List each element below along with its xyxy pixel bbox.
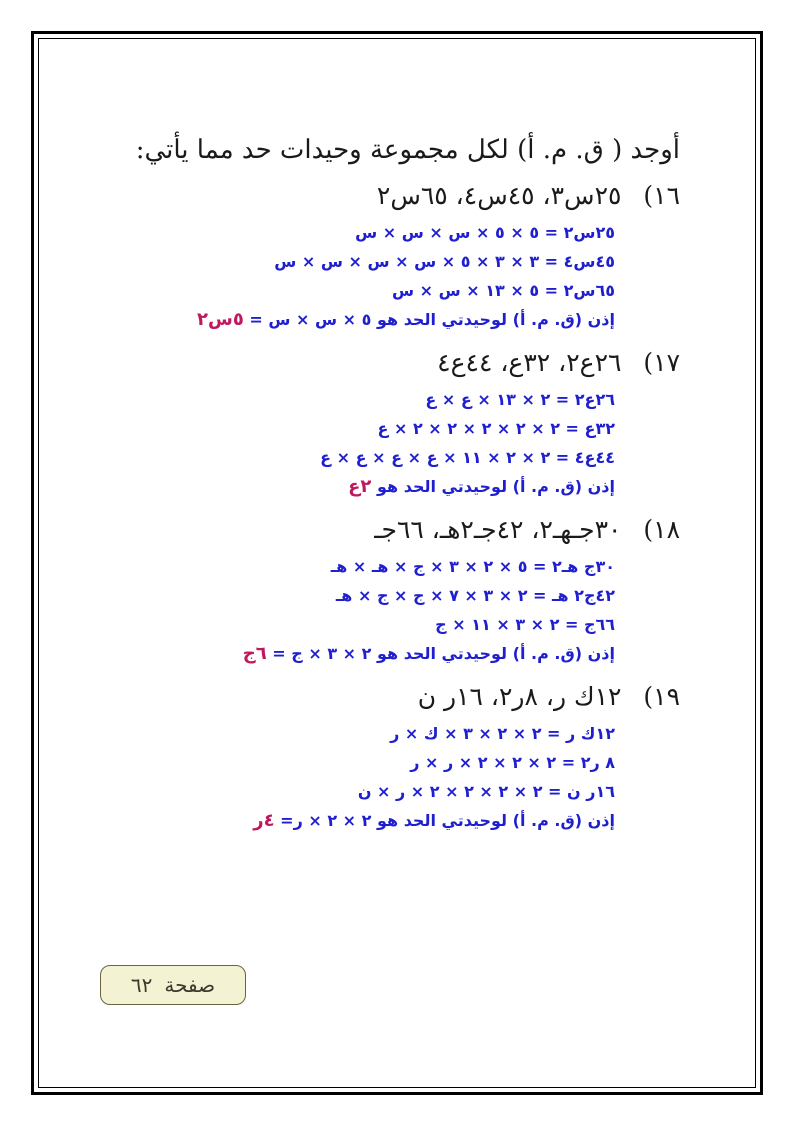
gcf-answer: ٤ر (253, 810, 275, 831)
page-word: صفحة (164, 973, 216, 997)
factorization-step: ١٢ك ر = ٢ × ٢ × ٣ × ك × ر (390, 724, 615, 743)
factorization-step: ٣٢ع = ٢ × ٢ × ٢ × ٢ × ٢ × ع (377, 419, 615, 438)
factorization-step: ٤٤ع٤ = ٢ × ٢ × ١١ × ع × ع × ع × ع (320, 448, 615, 467)
factorization-step: ٨ ر٢ = ٢ × ٢ × ٢ × ر × ر (410, 753, 615, 772)
problem-expression: ٢٦ع٢، ٣٢ع، ٤٤ع٤ (437, 348, 622, 377)
factorization-step: ٤٥س٤ = ٣ × ٣ × ٥ × س × س × س × س (274, 252, 615, 271)
problem-16 (60, 181, 700, 334)
solution-steps (60, 218, 615, 334)
problem-number: ١٧) (643, 348, 680, 377)
solution-steps (60, 719, 615, 835)
page-number-label (100, 965, 246, 1005)
solution-steps (60, 552, 615, 668)
factorization-step: ٢٦ع٢ = ٢ × ١٣ × ع × ع (425, 390, 615, 409)
gcf-answer: ٦ج (242, 643, 267, 664)
gcf-answer: ٢ع (348, 476, 372, 497)
worksheet-content (60, 135, 700, 849)
conclusion-line (60, 806, 615, 835)
problem-statement (60, 515, 680, 544)
conclusion-line (60, 639, 615, 668)
problem-expression: ٣٠جـهـ٢، ٤٢جـ٢هـ، ٦٦جـ (374, 515, 622, 544)
conclusion-text: إذن (ق. م. أ) لوحيدتي الحد هو ٢ × ٣ × ج = (272, 644, 615, 663)
conclusion-text: إذن (ق. م. أ) لوحيدتي الحد هو ٥ × س × س = (249, 310, 615, 329)
problem-19 (60, 682, 700, 835)
factorization-step: ٣٠ج هـ٢ = ٥ × ٢ × ٣ × ج × هـ × هـ (330, 557, 615, 576)
problem-expression: ١٢ك ر، ٨ر٢، ١٦ر ن (417, 682, 622, 711)
solution-steps (60, 385, 615, 501)
factorization-step: ١٦ر ن = ٢ × ٢ × ٢ × ٢ × ر × ن (357, 782, 615, 801)
problem-expression: ٢٥س٣، ٤٥س٤، ٦٥س٢ (376, 181, 622, 210)
factorization-step: ٦٦ج = ٢ × ٣ × ١١ × ج (435, 615, 615, 634)
page-number: ٦٢ (130, 973, 153, 997)
factorization-step: ٦٥س٢ = ٥ × ١٣ × س × س (391, 281, 615, 300)
problem-statement (60, 181, 680, 210)
conclusion-line (60, 305, 615, 334)
instructions-heading: أوجد ( ق. م. أ) لكل مجموعة وحيدات حد مما يأتي: (135, 135, 680, 165)
problem-statement (60, 348, 680, 377)
problem-number: ١٨) (643, 515, 680, 544)
problem-18 (60, 515, 700, 668)
conclusion-line (60, 472, 615, 501)
factorization-step: ٤٢ج٢ هـ = ٢ × ٣ × ٧ × ج × ج × هـ (335, 586, 615, 605)
problem-statement (60, 682, 680, 711)
conclusion-text: إذن (ق. م. أ) لوحيدتي الحد هو ٢ × ٢ × ر= (280, 811, 615, 830)
conclusion-text: إذن (ق. م. أ) لوحيدتي الحد هو (377, 477, 615, 496)
problem-17 (60, 348, 700, 501)
problem-number: ١٩) (643, 682, 680, 711)
factorization-step: ٢٥س٢ = ٥ × ٥ × س × س × س (355, 223, 615, 242)
problem-number: ١٦) (643, 181, 680, 210)
gcf-answer: ٥س٢ (197, 309, 244, 330)
